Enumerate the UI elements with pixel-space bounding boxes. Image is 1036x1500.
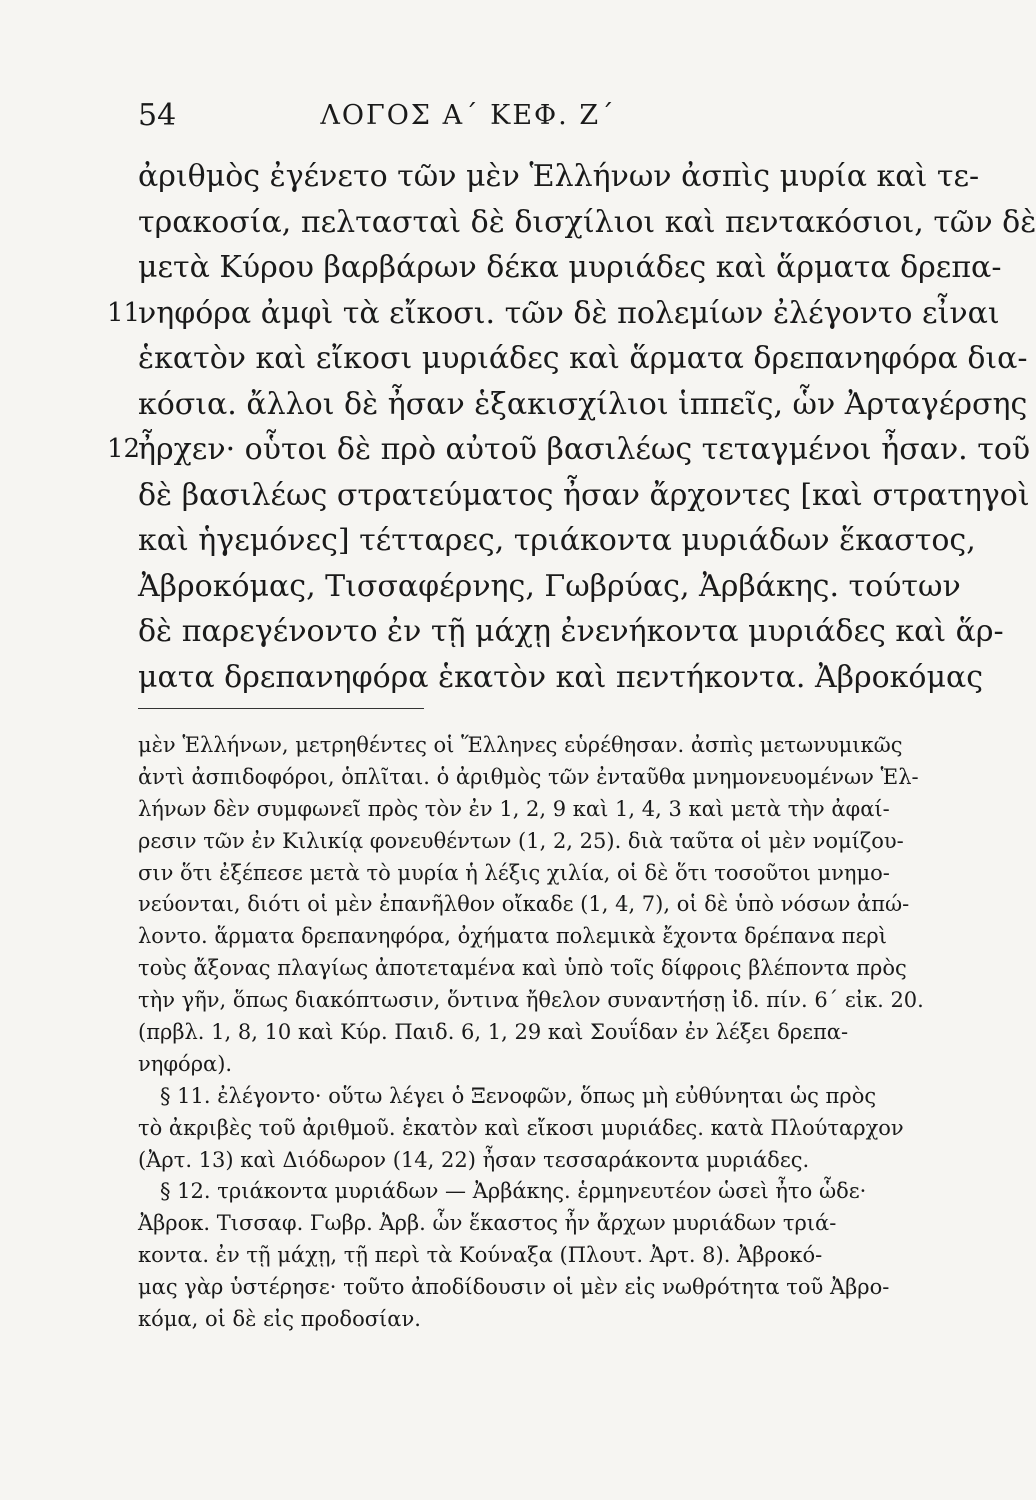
section-number: 12 [107, 434, 141, 464]
main-text [107, 154, 1036, 700]
text-line [138, 564, 961, 610]
line-text: ἑκατὸν καὶ εἴκοσι μυριάδες καὶ ἅρματα δρεπανηφόρα δια- [138, 341, 1028, 376]
line-text: νηφόρα ἀμφὶ τὰ εἴκοσι. τῶν δὲ πολεμίων ἐλέγοντο εἶναι [138, 295, 1000, 331]
running-head: ΛΟΓΟΣ Α΄ ΚΕΦ. Ζ΄ [320, 100, 616, 131]
line-text: ἦρχεν· οὗτοι δὲ πρὸ αὐτοῦ βασιλέως τεταγμένοι ἦσαν. τοῦ [138, 432, 1031, 467]
page-header [138, 98, 798, 142]
note-line: § 12. τριάκοντα μυριάδων — Ἀρβάκης. ἑρμηνευτέον ὡσεὶ ἦτο ὧδε· [160, 1179, 867, 1204]
note-line: ρεσιν τῶν ἐν Κιλικίᾳ φονευθέντων (1, 2, 25). διὰ ταῦτα οἱ μὲν νομίζου- [138, 828, 904, 853]
note-line: μὲν Ἑλλήνων, μετρηθέντες οἱ Ἕλληνες εὑρέθησαν. ἀσπὶς μετωνυμικῶς [138, 733, 903, 757]
commentary-notes [138, 730, 924, 1336]
line-text: Ἀβροκόμας, Τισσαφέρνης, Γωβρύας, Ἀρβάκης. τούτων [138, 568, 961, 604]
line-text: δὲ παρεγένοντο ἐν τῇ μάχῃ ἐνενήκοντα μυριάδες καὶ ἅρ- [138, 614, 1004, 649]
text-line [138, 382, 1028, 428]
note-line: νεύονται, διότι οἱ μὲν ἐπανῆλθον οἴκαδε (1, 4, 7), οἱ δὲ ὑπὸ νόσων ἀπώ- [138, 892, 910, 917]
note-line: κοντα. ἐν τῇ μάχῃ, τῇ περὶ τὰ Κούναξα (Πλουτ. Ἀρτ. 8). Ἀβροκό- [138, 1243, 823, 1268]
note-line: (Ἀρτ. 13) καὶ Διόδωρον (14, 22) ἦσαν τεσσαράκοντα μυριάδες. [138, 1147, 810, 1172]
text-line [138, 473, 1030, 519]
note-line: ἀντὶ ἀσπιδοφόροι, ὁπλῖται. ὁ ἀριθμὸς τῶν ἐνταῦθα μνημονευομένων Ἑλ- [138, 764, 919, 789]
note-line: τὴν γῆν, ὅπως διακόπτωσιν, ὅντινα ἤθελον συναντήσῃ ἰδ. πίν. 6΄ εἰκ. 20. [138, 988, 924, 1013]
text-line [138, 336, 1028, 382]
note-line: τὸ ἀκριβὲς τοῦ ἀριθμοῦ. ἑκατὸν καὶ εἴκοσι μυριάδες. κατὰ Πλούταρχον [138, 1115, 904, 1140]
note-line: λήνων δὲν συμφωνεῖ πρὸς τὸν ἐν 1, 2, 9 καὶ 1, 4, 3 καὶ μετὰ τὴν ἀφαί- [138, 796, 890, 821]
line-text: τρακοσία, πελτασταὶ δὲ δισχίλιοι καὶ πεντακόσιοι, τῶν δὲ [138, 204, 1036, 240]
text-line [107, 427, 1031, 473]
note-line: κόμα, οἱ δὲ εἰς προδοσίαν. [138, 1307, 421, 1332]
text-line [138, 154, 980, 200]
note-line: (πρβλ. 1, 8, 10 καὶ Κύρ. Παιδ. 6, 1, 29 καὶ Σουΐδαν ἐν λέξει δρεπα- [138, 1020, 849, 1045]
line-text: δὲ βασιλέως στρατεύματος ἦσαν ἄρχοντες [καὶ στρατηγοὶ [138, 477, 1030, 513]
note-line: μας γὰρ ὑστέρησε· τοῦτο ἀποδίδουσιν οἱ μὲν εἰς νωθρότητα τοῦ Ἀβρο- [138, 1275, 890, 1300]
line-text: μετὰ Κύρου βαρβάρων δέκα μυριάδες καὶ ἅρματα δρεπα- [138, 250, 1002, 285]
page-number: 54 [138, 98, 177, 133]
line-text: ἀριθμὸς ἐγένετο τῶν μὲν Ἑλλήνων ἀσπὶς μυρία καὶ τε- [138, 159, 980, 194]
note-line: σιν ὅτι ἐξέπεσε μετὰ τὸ μυρία ἡ λέξις χιλία, οἱ δὲ ὅτι τοσοῦτοι μνημο- [138, 860, 890, 885]
text-line [138, 609, 1004, 655]
note-line: Ἀβροκ. Τισσαφ. Γωβρ. Ἀρβ. ὧν ἕκαστος ἦν ἄρχων μυριάδων τριά- [138, 1211, 837, 1236]
note-line: νηφόρα). [138, 1051, 233, 1076]
text-line [138, 245, 1002, 291]
text-line [138, 200, 1036, 246]
note-line: § 11. ἐλέγοντο· οὕτω λέγει ὁ Ξενοφῶν, ὅπως μὴ εὐθύνηται ὡς πρὸς [160, 1083, 877, 1108]
footnote-divider [138, 708, 424, 709]
text-line [138, 655, 984, 701]
line-text: κόσια. ἄλλοι δὲ ἦσαν ἑξακισχίλιοι ἱππεῖς, ὧν Ἀρταγέρσης [138, 386, 1028, 422]
section-number: 11 [107, 297, 141, 328]
note-line: λοντο. ἅρματα δρεπανηφόρα, ὀχήματα πολεμικὰ ἔχοντα δρέπανα περὶ [138, 924, 887, 949]
line-text: καὶ ἡγεμόνες] τέτταρες, τριάκοντα μυριάδων ἕκαστος, [138, 523, 976, 558]
line-text: ματα δρεπανηφόρα ἑκατὸν καὶ πεντήκοντα. Ἀβροκόμας [138, 659, 984, 695]
text-line [107, 291, 1000, 337]
note-line: τοὺς ἄξονας πλαγίως ἀποτεταμένα καὶ ὑπὸ τοῖς δίφροις βλέποντα πρὸς [138, 956, 907, 981]
text-line [138, 518, 976, 564]
